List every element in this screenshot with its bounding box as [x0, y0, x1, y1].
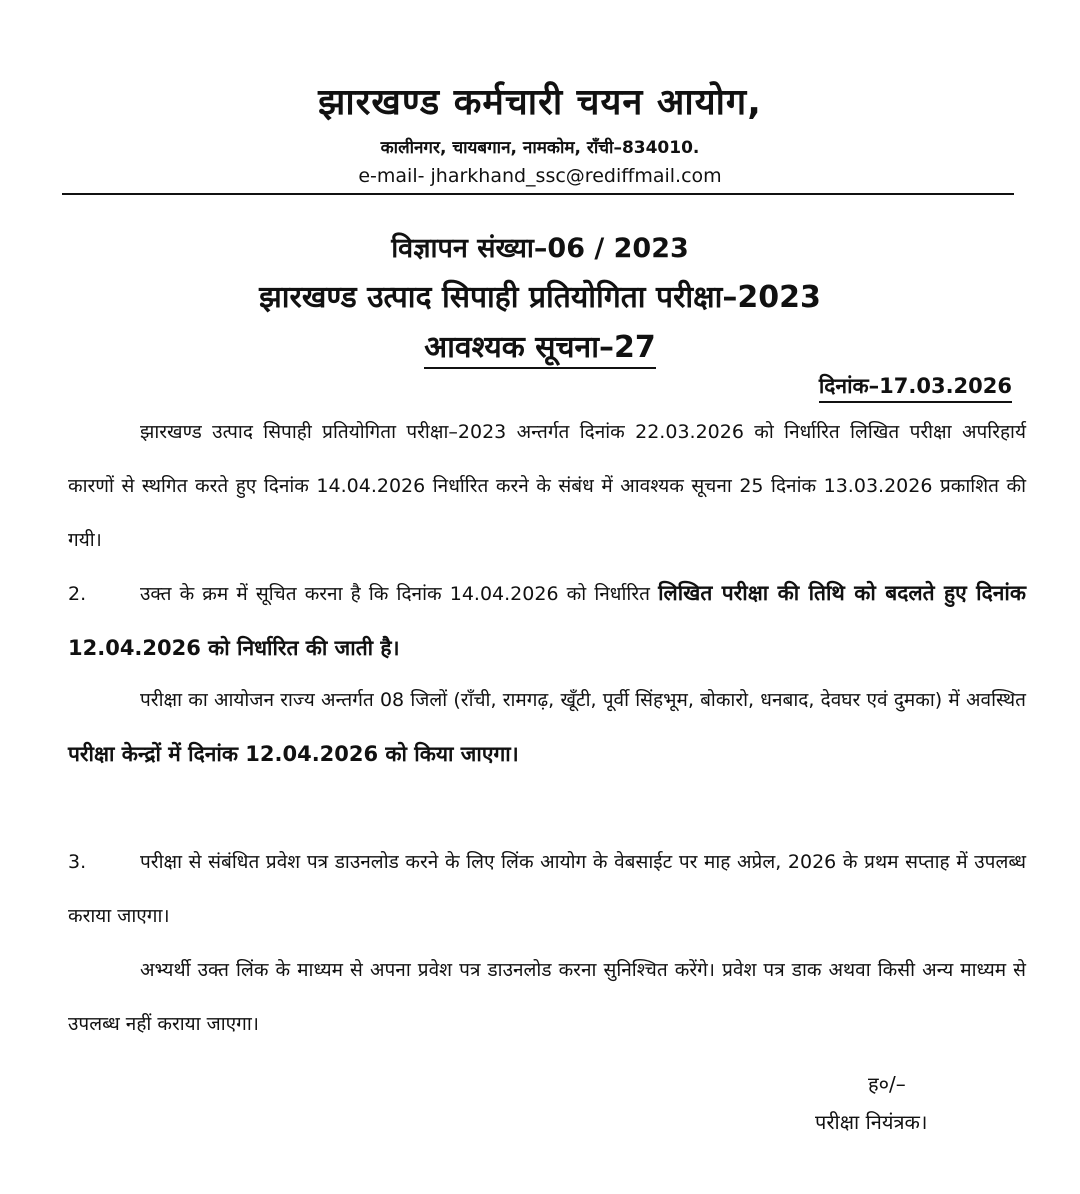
header-divider [62, 193, 1014, 195]
paragraph-3 [68, 673, 1026, 782]
paragraph-1: झारखण्ड उत्पाद सिपाही प्रतियोगिता परीक्षा–2023 अन्तर्गत दिनांक 22.03.2026 को निर्धारित लिखित परीक्षा अपरिहार्य कारणों से स्थगित करते हुए दिनांक 14.04.2026 निर्धारित करने के संबंध में आवश्यक सूचना 25 दिनांक 13.03.2026 प्रकाशित की गयी। [68, 421, 1026, 551]
paragraph-4-number: 3. [68, 851, 87, 873]
paragraph-5: अभ्यर्थी उक्त लिंक के माध्यम से अपना प्रवेश पत्र डाउनलोड करना सुनिश्चित करेंगे। प्रवेश पत्र डाक अथवा किसी अन्य माध्यम से उपलब्ध नहीं कराया जाएगा। [68, 959, 1026, 1035]
advertisement-number: विज्ञापन संख्या–06 / 2023 [391, 233, 689, 264]
exam-title: झारखण्ड उत्पाद सिपाही प्रतियोगिता परीक्षा–2023 [259, 280, 821, 315]
notice-date: दिनांक–17.03.2026 [819, 372, 1012, 403]
paragraph-2-text: उक्त के क्रम में सूचित करना है कि दिनांक 14.04.2026 को निर्धारित [140, 583, 650, 605]
paragraph-4 [68, 835, 1026, 943]
organization-name: झारखण्ड कर्मचारी चयन आयोग, [318, 82, 762, 123]
paragraph-3-text: परीक्षा का आयोजन राज्य अन्तर्गत 08 जिलों (राँची, रामगढ़, खूँटी, पूर्वी सिंहभूम, बोकारो, धनबाद, देवघर एवं दुमका) में अवस्थित [140, 689, 1026, 711]
paragraph-4-text: परीक्षा से संबंधित प्रवेश पत्र डाउनलोड करने के लिए लिंक आयोग के वेबसाईट पर माह अप्रेल, 2026 के प्रथम सप्ताह में उपलब्ध कराया जाएगा। [68, 851, 1026, 927]
paragraph-2-bold-text: लिखित परीक्षा की तिथि को बदलते हुए दिनांक 12.04.2026 को निर्धारित की जाती है। [68, 581, 1026, 660]
notice-title-text: आवश्यक सूचना–27 [424, 330, 655, 369]
paragraph-2 [68, 566, 1026, 676]
paragraph-2-number: 2. [68, 583, 87, 605]
notice-title [0, 325, 1080, 366]
paragraph-3-bold-text: परीक्षा केन्द्रों में दिनांक 12.04.2026 को किया जाएगा। [68, 742, 519, 766]
signatory-designation: परीक्षा नियंत्रक। [815, 1110, 928, 1134]
signature-mark: ह०/– [868, 1072, 906, 1096]
organization-email: e-mail- jharkhand_ssc@rediffmail.com [358, 165, 722, 187]
organization-address: कालीनगर, चायबगान, नामकोम, राँची–834010. [380, 138, 700, 158]
